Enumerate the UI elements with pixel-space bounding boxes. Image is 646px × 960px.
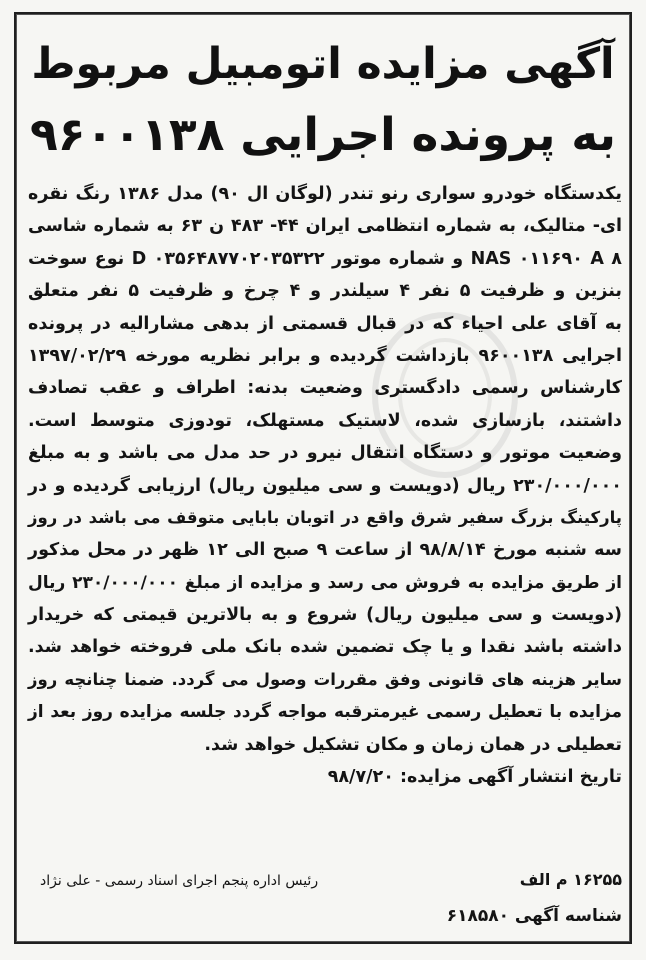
body-line: بنزین و ظرفیت ۵ نفر ۴ سیلندر و ۴ چرخ و ظرفیت ۵ نفر متعلق xyxy=(28,281,622,302)
body-line: سه شنبه مورخ ۹۸/۸/۱۴ از ساعت ۹ صبح الی ۱۲ ظهر در محل مذکور xyxy=(28,540,623,561)
ad-id: شناسه آگهی ۶۱۸۵۸۰ xyxy=(446,906,622,926)
signatory: رئیس اداره پنجم اجرای اسناد رسمی - علی نژاد xyxy=(40,873,319,889)
body-line: وضعیت موتور و دستگاه انتقال نیرو در حد مدل می باشد و به مبلغ xyxy=(28,443,622,464)
ad-id-row xyxy=(28,906,622,926)
body-line: کارشناس رسمی دادگستری وضعیت بدنه: اطراف و عقب تصادف xyxy=(28,378,622,399)
body-line: تعطیلی در همان زمان و مکان تشکیل خواهد شد. xyxy=(204,734,622,755)
body-line: داشته باشد نقدا و یا چک تضمین شده بانک ملی فروخته خواهد شد. xyxy=(28,637,622,658)
body-line: مزایده با تعطیل رسمی غیرمترقبه مواجه گردد جلسه مزایده روز بعد از xyxy=(28,702,622,723)
body-line: از طریق مزایده به فروش می رسد و مزایده از مبلغ ۲۳۰/۰۰۰/۰۰۰ ریال xyxy=(28,572,622,593)
ad-footer-signature-row xyxy=(28,870,622,889)
body-line: داشتند، بازسازی شده، لاستیک مستهلک، تودوزی متوسط است. xyxy=(28,410,622,431)
body-line: NAS ۰۱۱۶۹۰ A ۸ و شماره موتور D ۰۳۵۶۴۸۷۷۰۲۰۳۵۳۲۲ نوع سوخت xyxy=(28,248,622,269)
body-line: سایر هزینه های قانونی وفق مقررات وصول می گردد. ضمنا چنانچه روز xyxy=(28,669,622,689)
ad-title-line-2: به پرونده اجرایی ۹۶۰۰۱۳۸ xyxy=(30,108,616,161)
publish-date-line: تاریخ انتشار آگهی مزایده: ۹۸/۷/۲۰ xyxy=(327,767,622,788)
body-line: ای- متالیک، به شماره انتظامی ایران ۴۴- ۴۸۳ ن ۶۳ به شماره شاسی xyxy=(28,216,623,237)
body-line: به آقای علی احیاء که در قبال قسمتی از بدهی مشارالیه در پرونده xyxy=(28,313,622,334)
body-line: یکدستگاه خودرو سواری رنو تندر (لوگان ال ۹۰) مدل ۱۳۸۶ رنگ نقره xyxy=(28,184,623,204)
body-line: پارکینگ بزرگ سفیر شرق واقع در اتوبان بابایی متوقف می باشد در روز xyxy=(28,507,622,527)
ad-body xyxy=(28,178,622,793)
body-line: (دویست و سی میلیون ریال) شروع و به بالاترین قیمتی که خریدار xyxy=(28,605,622,626)
body-line: ۲۳۰/۰۰۰/۰۰۰ ریال (دویست و سی میلیون ریال) ارزیابی گردیده و در xyxy=(28,475,622,496)
ref-number: ۱۶۲۵۵ م الف xyxy=(519,870,622,889)
ad-title-line-1: آگهی مزایده اتومبیل مربوط xyxy=(31,40,615,89)
body-line: اجرایی ۹۶۰۰۱۳۸ بازداشت گردیده و برابر نظریه مورخه ۱۳۹۷/۰۲/۲۹ xyxy=(28,345,622,366)
